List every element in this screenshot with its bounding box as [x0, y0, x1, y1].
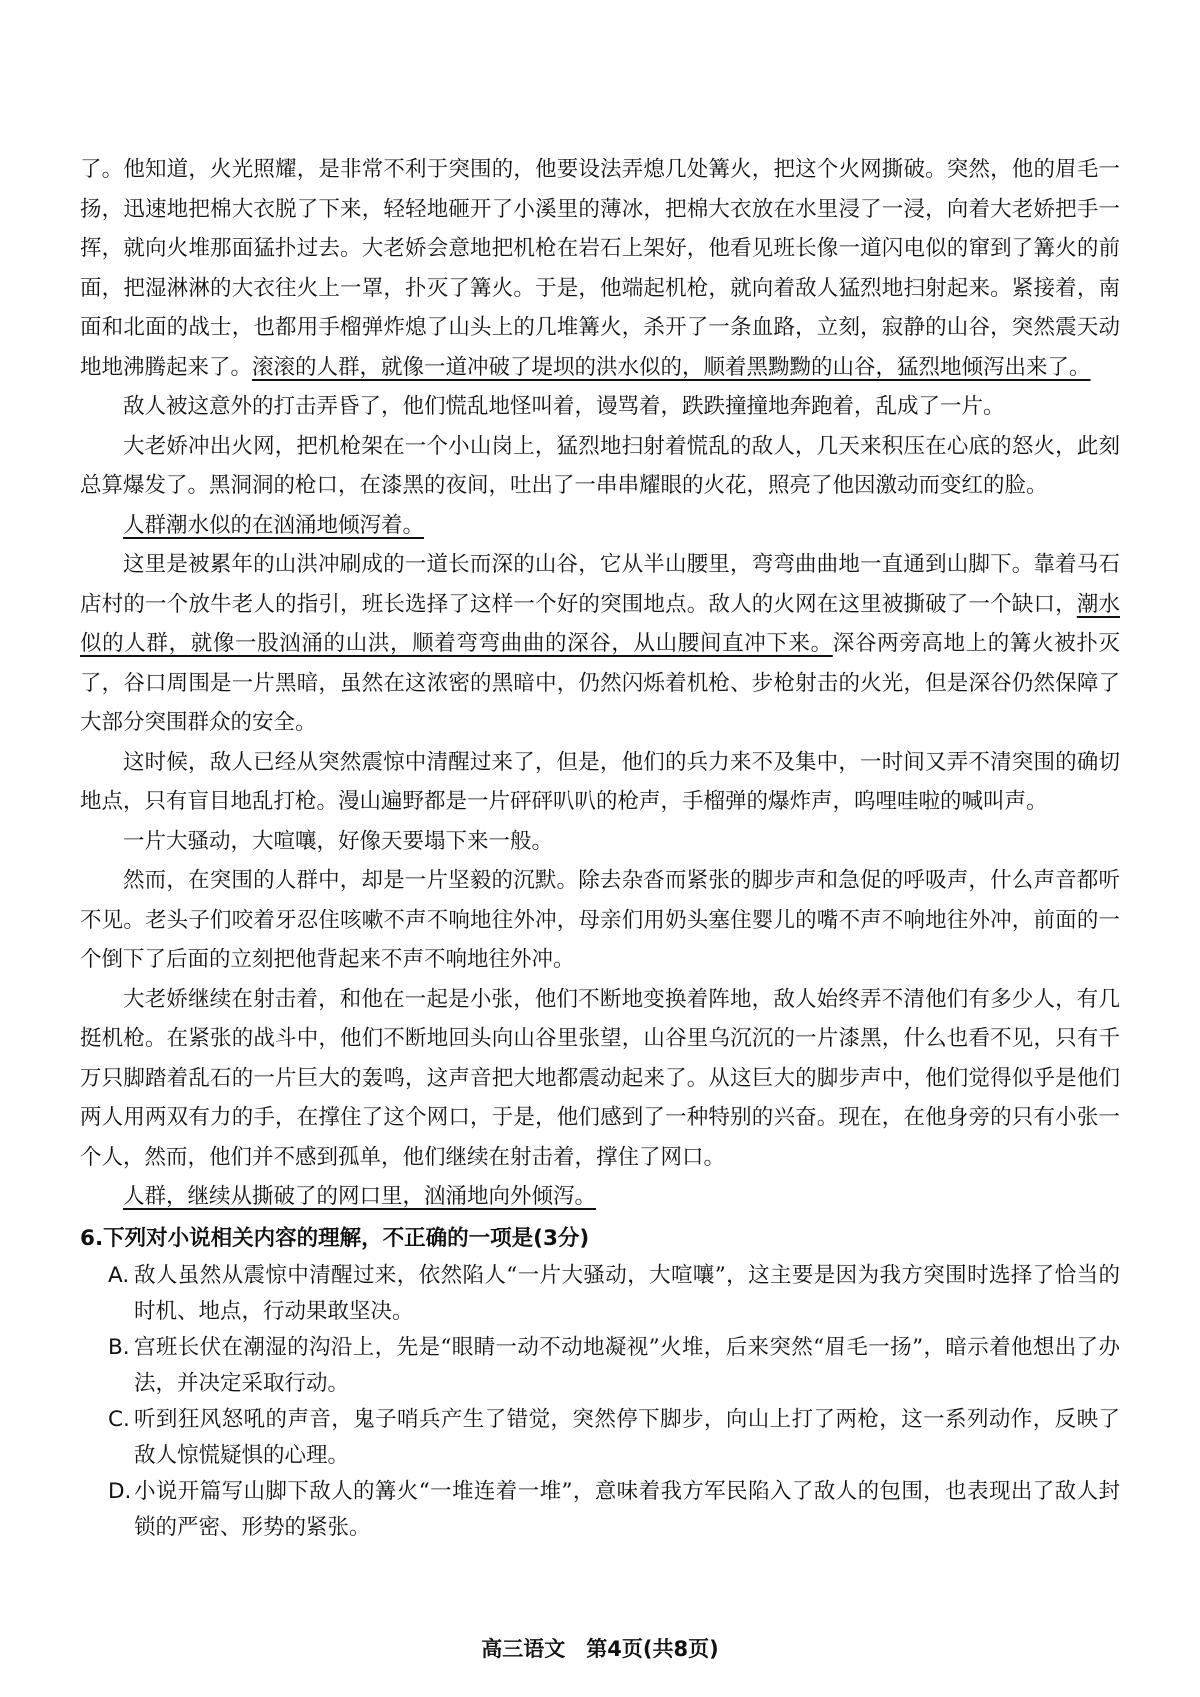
passage-paragraph	[80, 387, 1120, 427]
paragraph-text: 大老娇继续在射击着，和他在一起是小张，他们不断地变换着阵地，敌人始终弄不清他们有多少人，有几挺机枪。在紧张的战斗中，他们不断地回头向山谷里张望，山谷里乌沉沉的一片漆黑，什么也看不见，只有千万只脚踏着乱石的一片巨大的轰鸣，这声音把大地都震动起来了。从这巨大的脚步声中，他们觉得似乎是他们两人用两双有力的手，在撑住了这个网口，于是，他们感到了一种特别的兴奋。现在，在他身旁的只有小张一个人，然而，他们并不感到孤单，他们继续在射击着，撑住了网口。	[80, 986, 1120, 1170]
option-label: B.	[108, 1335, 130, 1360]
passage-paragraph	[80, 822, 1120, 862]
paragraph-text: 敌人被这意外的打击弄昏了，他们慌乱地怪叫着，谩骂着，跌跌撞撞地奔跑着，乱成了一片。	[123, 394, 1005, 419]
underlined-sentence: 人群潮水似的在汹涌地倾泻着。	[123, 512, 425, 538]
question-6	[80, 1219, 1120, 1547]
passage-paragraph	[80, 861, 1120, 980]
option-d	[108, 1474, 1120, 1546]
page-footer: 高三语文 第4页(共8页)	[481, 1637, 719, 1661]
underlined-sentence: 人群，继续从撕破了的网口里，汹涌地向外倾泻。	[123, 1184, 597, 1209]
option-label: D.	[108, 1479, 132, 1504]
passage-paragraph	[80, 980, 1120, 1178]
option-c	[108, 1402, 1120, 1474]
passage-paragraph	[80, 427, 1120, 506]
option-label: A.	[108, 1263, 130, 1288]
exam-page	[80, 150, 1120, 1546]
option-a	[108, 1258, 1120, 1330]
passage-paragraph	[80, 150, 1120, 387]
option-text: 小说开篇写山脚下敌人的篝火“一堆连着一堆”，意味着我方军民陷入了敌人的包围，也表现出了敌人封锁的严密、形势的紧张。	[134, 1479, 1120, 1540]
passage-paragraph	[80, 545, 1120, 743]
underlined-sentence: 滚滚的人群，就像一道冲破了堤坝的洪水似的，顺着黑黝黝的山谷，猛烈地倾泻出来了。	[252, 354, 1091, 380]
paragraph-text: 了。他知道，火光照耀，是非常不利于突围的，他要设法弄熄几处篝火，把这个火网撕破。突然，他的眉毛一扬，迅速地把棉大衣脱了下来，轻轻地砸开了小溪里的薄冰，把棉大衣放在水里浸了一浸，向着大老娇把手一挥，就向火堆那面猛扑过去。大老娇会意地把机枪在岩石上架好，他看见班长像一道闪电似的窜到了篝火的前面，把湿淋淋的大衣往火上一罩，扑灭了篝火。于是，他端起机枪，就向着敌人猛烈地扫射起来。紧接着，南面和北面的战士，也都用手榴弹炸熄了山头上的几堆篝火，杀开了一条血路，立刻，寂静的山谷，突然震天动地地沸腾起来了。	[80, 157, 1120, 380]
passage-paragraph	[80, 506, 1120, 546]
paragraph-text: 这里是被累年的山洪冲刷成的一道长而深的山谷，它从半山腰里，弯弯曲曲地一直通到山脚下。靠着马石店村的一个放牛老人的指引，班长选择了这样一个好的突围地点。敌人的火网在这里被撕破了一个缺口，	[80, 552, 1120, 617]
option-text: 听到狂风怒吼的声音，鬼子哨兵产生了错觉，突然停下脚步，向山上打了两枪，这一系列动作，反映了敌人惊慌疑惧的心理。	[134, 1407, 1120, 1468]
paragraph-text: 这时候，敌人已经从突然震惊中清醒过来了，但是，他们的兵力来不及集中，一时间又弄不清突围的确切地点，只有盲目地乱打枪。漫山遍野都是一片砰砰叭叭的枪声，手榴弹的爆炸声，呜哩哇啦的喊叫声。	[80, 749, 1120, 814]
question-stem: 6.下列对小说相关内容的理解，不正确的一项是(3分)	[80, 1225, 590, 1251]
option-label: C.	[108, 1407, 130, 1432]
reading-passage	[80, 150, 1120, 1217]
underlined-sentence: 潮水似的人群，就像一股汹涌的山洪，顺着弯弯曲曲的深谷，从山腰间直冲下来。	[80, 591, 1120, 656]
option-b	[108, 1330, 1120, 1402]
option-text: 宫班长伏在潮湿的沟沿上，先是“眼睛一动不动地凝视”火堆，后来突然“眉毛一扬”，暗示着他想出了办法，并决定采取行动。	[134, 1335, 1120, 1396]
paragraph-text: 大老娇冲出火网，把机枪架在一个小山岗上，猛烈地扫射着慌乱的敌人，几天来积压在心底的怒火，此刻总算爆发了。黑洞洞的枪口，在漆黑的夜间，吐出了一串串耀眼的火花，照亮了他因激动而变红的脸。	[80, 433, 1120, 498]
passage-paragraph	[80, 743, 1120, 822]
paragraph-text: 然而，在突围的人群中，却是一片坚毅的沉默。除去杂沓而紧张的脚步声和急促的呼吸声，什么声音都听不见。老头子们咬着牙忍住咳嗽不声不响地往外冲，母亲们用奶头塞住婴儿的嘴不声不响地往外冲，前面的一个倒下了后面的立刻把他背起来不声不响地往外冲。	[80, 868, 1120, 972]
paragraph-text: 一片大骚动，大喧嚷，好像天要塌下来一般。	[123, 828, 554, 854]
option-text: 敌人虽然从震惊中清醒过来，依然陷人“一片大骚动，大喧嚷”，这主要是因为我方突围时选择了恰当的时机、地点，行动果敢坚决。	[134, 1263, 1120, 1324]
passage-paragraph	[80, 1177, 1120, 1217]
paragraph-text: 深谷两旁高地上的篝火被扑灭了，谷口周围是一片黑暗，虽然在这浓密的黑暗中，仍然闪烁着机枪、步枪射击的火光，但是深谷仍然保障了大部分突围群众的安全。	[80, 631, 1120, 735]
